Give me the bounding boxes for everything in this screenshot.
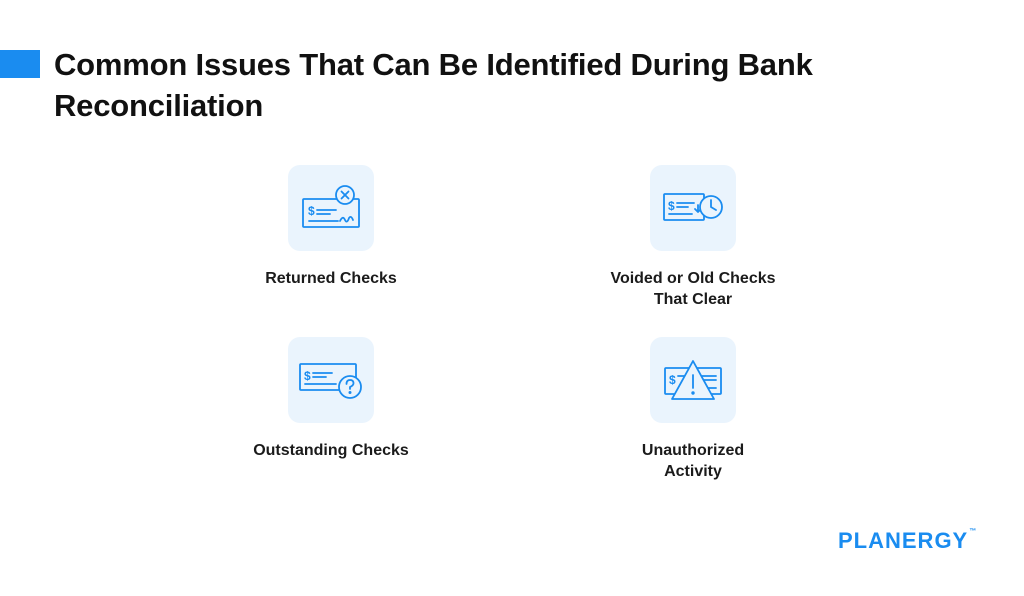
issue-outstanding-checks: [211, 337, 451, 461]
check-warning-icon: [650, 337, 736, 423]
svg-text:$: $: [308, 204, 315, 218]
issue-label: Outstanding Checks: [253, 442, 409, 459]
svg-text:$: $: [668, 199, 675, 213]
brand-logo: [838, 528, 976, 554]
svg-text:$: $: [669, 373, 676, 387]
brand-name: PLANERGY: [838, 528, 969, 553]
issue-unauthorized-activity: [573, 337, 813, 482]
check-question-icon: [288, 337, 374, 423]
title-accent-bar: [0, 50, 40, 78]
brand-trademark: ™: [969, 528, 977, 535]
issue-label: Returned Checks: [265, 270, 397, 287]
check-clock-icon: [650, 165, 736, 251]
issue-label: Unauthorized Activity: [641, 442, 745, 480]
svg-text:$: $: [304, 369, 311, 383]
issue-returned-checks: [211, 165, 451, 289]
check-x-icon: [288, 165, 374, 251]
issue-label: Voided or Old Checks That Clear: [610, 270, 776, 308]
issue-voided-old-checks: [573, 165, 813, 310]
page-title: Common Issues That Can Be Identified During Bank Reconciliation: [54, 47, 813, 123]
